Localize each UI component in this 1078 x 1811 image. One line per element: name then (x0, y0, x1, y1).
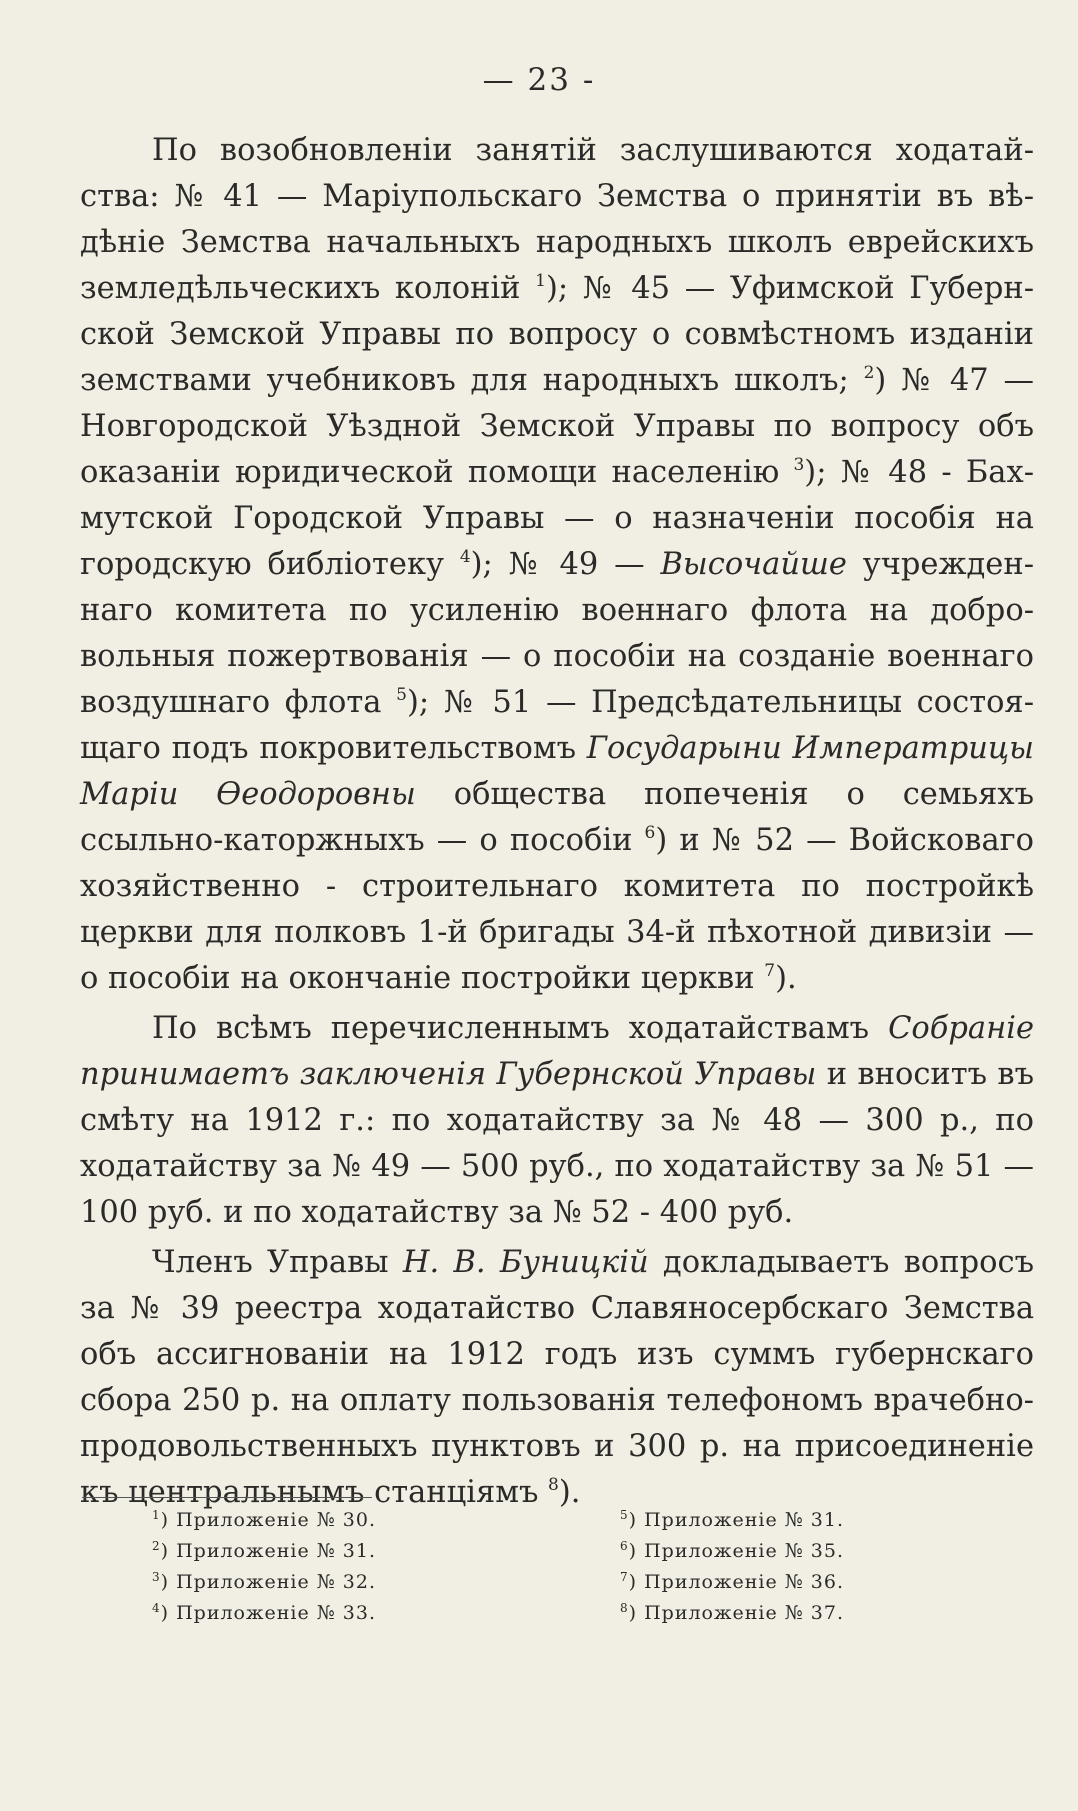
footnote-text: ) Приложеніе № 36. (628, 1571, 844, 1593)
footnote-text: ) Приложеніе № 35. (628, 1540, 844, 1562)
text-run: ); № 48 - Бахмутской Городской Управы — о назначеніи пособія на городскую библіотеку (80, 455, 1034, 582)
footnote-text: ) Приложеніе № 32. (160, 1571, 376, 1593)
italic-emphasis: Высочайше (660, 547, 847, 582)
footnote-ref: 5 (396, 685, 407, 705)
footnote-ref: 7 (764, 961, 776, 981)
text-run: ). (558, 1475, 581, 1510)
footnote-number: 5 (620, 1508, 629, 1522)
footnote-text: ) Приложеніе № 33. (160, 1602, 376, 1624)
footnote-ref: 4 (459, 547, 471, 567)
footnote-item (152, 1537, 620, 1566)
footnote-item (152, 1506, 620, 1535)
footnote-item (152, 1599, 620, 1628)
footnote-ref: 2 (863, 363, 875, 383)
text-run: По всѣмъ перечисленнымъ ходатайствамъ (152, 1011, 889, 1046)
footnote-number: 1 (152, 1508, 161, 1522)
footnotes (152, 1506, 912, 1628)
text-run: ). (775, 961, 797, 996)
paragraph-report (80, 1240, 1034, 1516)
text-run: Членъ Управы (152, 1245, 403, 1280)
footnote-item (620, 1537, 910, 1566)
text-run: ); № 49 — (470, 547, 661, 582)
paragraph-petitions (80, 128, 1034, 1002)
italic-emphasis: Государыни Императрицы Маріи Өеодоровны (80, 731, 1034, 812)
footnote-number: 2 (152, 1539, 161, 1553)
footnote-ref: 1 (535, 271, 546, 291)
footnote-item (620, 1599, 910, 1628)
text-run: ); № 51 — Предсѣдательницы состоящаго подъ покровительствомъ (80, 685, 1034, 766)
footnote-item (620, 1506, 910, 1535)
text-run: докладываетъ вопросъ за № 39 реестра ходатайство Славяносербскаго Земства объ ассигнованіи на 1912 годъ изъ суммъ губернскаго сбора 250 р. на оплату пользованія телефономъ врачебно-продовольственныхъ пунктовъ и 300 р. на присоединеніе къ центральнымъ станціямъ (80, 1245, 1034, 1510)
footnote-number: 6 (620, 1539, 629, 1553)
body-text (80, 128, 1034, 1516)
footnote-ref: 3 (793, 455, 805, 475)
footnote-text: ) Приложеніе № 31. (160, 1540, 376, 1562)
footnote-ref: 8 (548, 1475, 559, 1495)
text-run: учрежденнаго комитета по усиленію военнаго флота на добровольныя пожертвованія — о пособіи на созданіе военнаго воздушнаго флота (80, 547, 1034, 720)
text-run: ); № 45 — Уфимской Губернской Земской Управы по вопросу о совмѣстномъ изданіи земствами учебниковъ для народныхъ школъ; (80, 271, 1034, 398)
footnote-item (152, 1568, 620, 1597)
text-run: ) и № 52 — Войсковаго хозяйственно - строительнаго комитета по постройкѣ церкви для полковъ 1-й бригады 34-й пѣхотной дивизіи — о пособіи на окончаніе постройки церкви (80, 823, 1034, 996)
footnote-divider (82, 1497, 372, 1498)
text-run: и вноситъ въ смѣту на 1912 г.: по ходатайству за № 48 — 300 р., по ходатайству за № 49 — 500 руб., по ходатайству за № 51 — 100 руб. и по ходатайству за № 52 - 400 руб. (80, 1057, 1034, 1230)
footnote-ref: 6 (644, 823, 656, 843)
paragraph-resolution (80, 1006, 1034, 1236)
text-run: ) № 47 — Новгородской Уѣздной Земской Управы по вопросу объ оказаніи юридической помощи населенію (80, 363, 1034, 490)
footnote-text: ) Приложеніе № 31. (628, 1509, 844, 1531)
text-run: общества попеченія о семьяхъ ссыльно-каторжныхъ — о пособіи (80, 777, 1034, 858)
footnote-text: ) Приложеніе № 37. (628, 1602, 844, 1624)
italic-emphasis: Н. В. Буницкій (402, 1245, 649, 1280)
footnote-item (620, 1568, 910, 1597)
page-number: — 23 - (482, 62, 596, 98)
footnote-number: 3 (152, 1570, 161, 1584)
italic-emphasis: Собраніе принимаетъ заключенія Губернской Управы (80, 1011, 1034, 1092)
footnote-number: 7 (620, 1570, 629, 1584)
footnote-number: 8 (620, 1601, 629, 1615)
text-run: По возобновленіи занятій заслушиваются ходатайства: № 41 — Маріупольскаго Земства о принятіи въ вѣдѣніе Земства начальныхъ народныхъ школъ еврейскихъ земледѣльческихъ колоній (80, 133, 1034, 306)
footnote-text: ) Приложеніе № 30. (160, 1509, 376, 1531)
footnote-number: 4 (152, 1601, 161, 1615)
